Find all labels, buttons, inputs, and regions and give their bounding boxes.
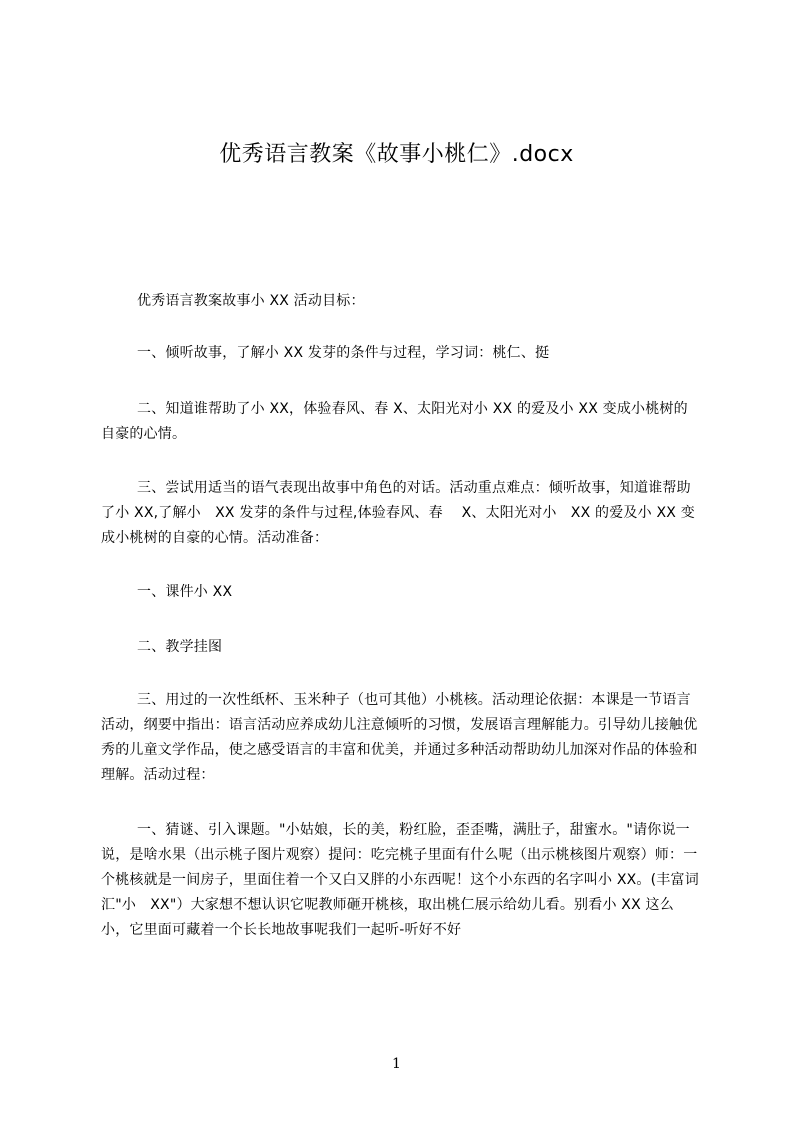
- page-number: 1: [392, 1056, 401, 1072]
- document-title: 优秀语言教案《故事小桃仁》.docx: [219, 142, 574, 167]
- paragraph-objective-2: 二、知道谁帮助了小 XX，体验春风、春 X、太阳光对小 XX 的爱及小 XX 变成小桃树的自豪的心情。: [101, 401, 688, 442]
- paragraph-process-1: 一、猜谜、引入课题。"小姑娘，长的美，粉红脸，歪歪嘴，满肚子，甜蜜水。"请你说一说，是啥水果（出示桃子图片观察）提问：吃完桃子里面有什么呢（出示桃核图片观察）师：一个桃核就是一间房子，里面住着一个又白又胖的小东西呢！这个小东西的名字叫小 XX。(丰富词汇"小 XX"）大家想不想认识它呢教师砸开桃核，取出桃仁展示给幼儿看。别看小 XX 这么小，它里面可藏着一个长长地故事呢我们一起听-听好不好: [101, 822, 699, 938]
- paragraph-objective-3: 三、尝试用适当的语气表现出故事中角色的对话。活动重点难点：倾听故事，知道谁帮助了小 XX,了解小 XX 发芽的条件与过程,体验春风、春 X、太阳光对小 XX 的爱及小 XX 变成小桃树的自豪的心情。活动准备：: [101, 480, 695, 546]
- paragraph-prep-1: 一、课件小 XX: [137, 584, 233, 600]
- paragraph-objective-1: 一、倾听故事，了解小 XX 发芽的条件与过程，学习词：桃仁、挺: [137, 345, 550, 361]
- paragraph-objectives-heading: 优秀语言教案故事小 XX 活动目标：: [137, 293, 365, 309]
- paragraph-prep-3: 三、用过的一次性纸杯、玉米种子（也可其他）小桃核。活动理论依据：本课是一节语言活动，纲要中指出：语言活动应养成幼儿注意倾听的习惯，发展语言理解能力。引导幼儿接触优秀的儿童文学作品，使之感受语言的丰富和优美，并通过多种活动帮助幼儿加深对作品的体验和理解。活动过程：: [101, 692, 698, 783]
- paragraph-prep-2: 二、教学挂图: [137, 639, 223, 655]
